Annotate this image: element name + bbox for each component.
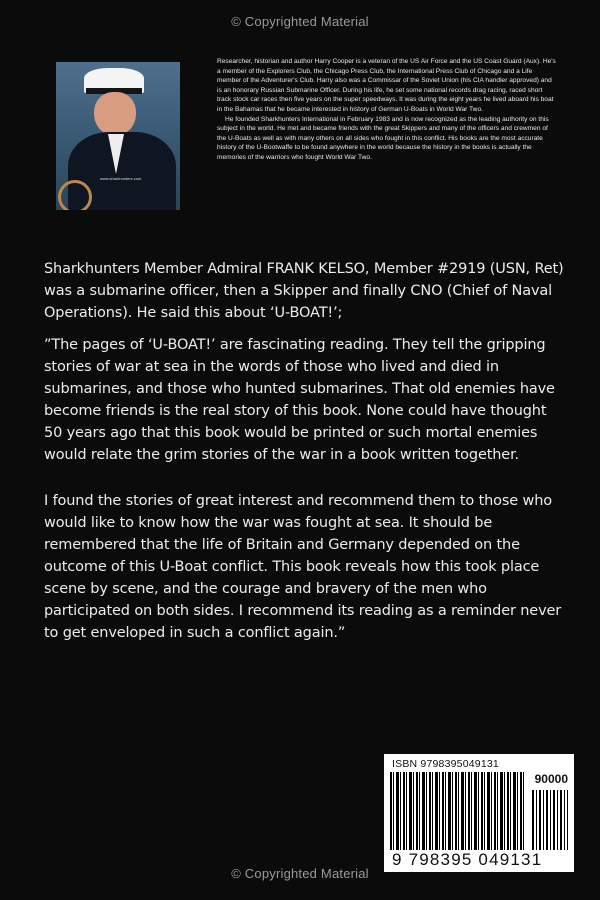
photo-caption: www.sharkhunters.com (100, 176, 142, 181)
price-barcode-bars (532, 790, 568, 850)
barcode-bars (390, 772, 526, 850)
isbn-barcode (384, 754, 574, 872)
copyright-watermark-bottom: © Copyrighted Material (231, 866, 369, 881)
copyright-watermark-top: © Copyrighted Material (231, 14, 369, 29)
isbn-label: ISBN 9798395049131 (392, 758, 499, 770)
photo-face (94, 92, 136, 136)
quote-paragraph-1: ”The pages of ‘U-BOAT!’ are fascinating reading. They tell the gripping stories of war at sea in the words of those who lived and died in submarines, and those who hunted submarines. That old enemies have become friends is the real story of this book. None could have thought 50 years ago that this book would be printed or such mortal enemies would relate the grim stories of the war in a book written together. (44, 337, 555, 463)
intro-paragraph: Sharkhunters Member Admiral FRANK KELSO, Member #2919 (USN, Ret) was a submarine officer, then a Skipper and finally CNO (Chief of Naval Operations). He said this about ‘U-BOAT!’; (44, 261, 564, 321)
bio-paragraph-1: Researcher, historian and author Harry Cooper is a veteran of the US Air Force and the US Coast Guard (Aux). He's a member of the Explorers Club, the Chicago Press Club, the International Press Club of Chicago and a Life member of the Adventurer's Club. Harry also was a Commissar of the Soviet Union (his CIA handler approved) and is an honorary Russian Submarine Officer. During his life, he set some national records drag racing, raced short track stock car races then five years on the super speedways. It was during the eight years he lived aboard his boat in the Bahamas that he became interested in history of German U-Boats in World War Two. (217, 58, 556, 113)
quote-paragraph-2: I found the stories of great interest and recommend them to those who would like to know how the war was fought at sea. It should be remembered that the life of Britain and Germany depended on the outcome of this U-Boat conflict. This book reveals how this took place scene by scene, and the courage and bravery of the men who participated on both sides. I recommend its reading as a reminder never to get enveloped in such a conflict again.” (44, 493, 562, 641)
price-code: 90000 (534, 772, 568, 786)
barcode-digits: 9 798395 049131 (390, 850, 570, 870)
author-bio (217, 57, 557, 163)
bio-paragraph-2: He founded Sharkhunters International in February 1983 and is now recognized as the leading authority on this subject in the world. He met and became friends with the great Skippers and many of the officers and crewmen of the U-Boats as well as with many others on all sides who fought in this conflict. His books are the most accurate history of the U-Bootwaffe to be found anywhere in the world because the history in the books is actually the memories of the warriors who fought World War Two. (217, 115, 549, 161)
author-photo (56, 62, 180, 210)
photo-ship-wheel (58, 180, 92, 210)
